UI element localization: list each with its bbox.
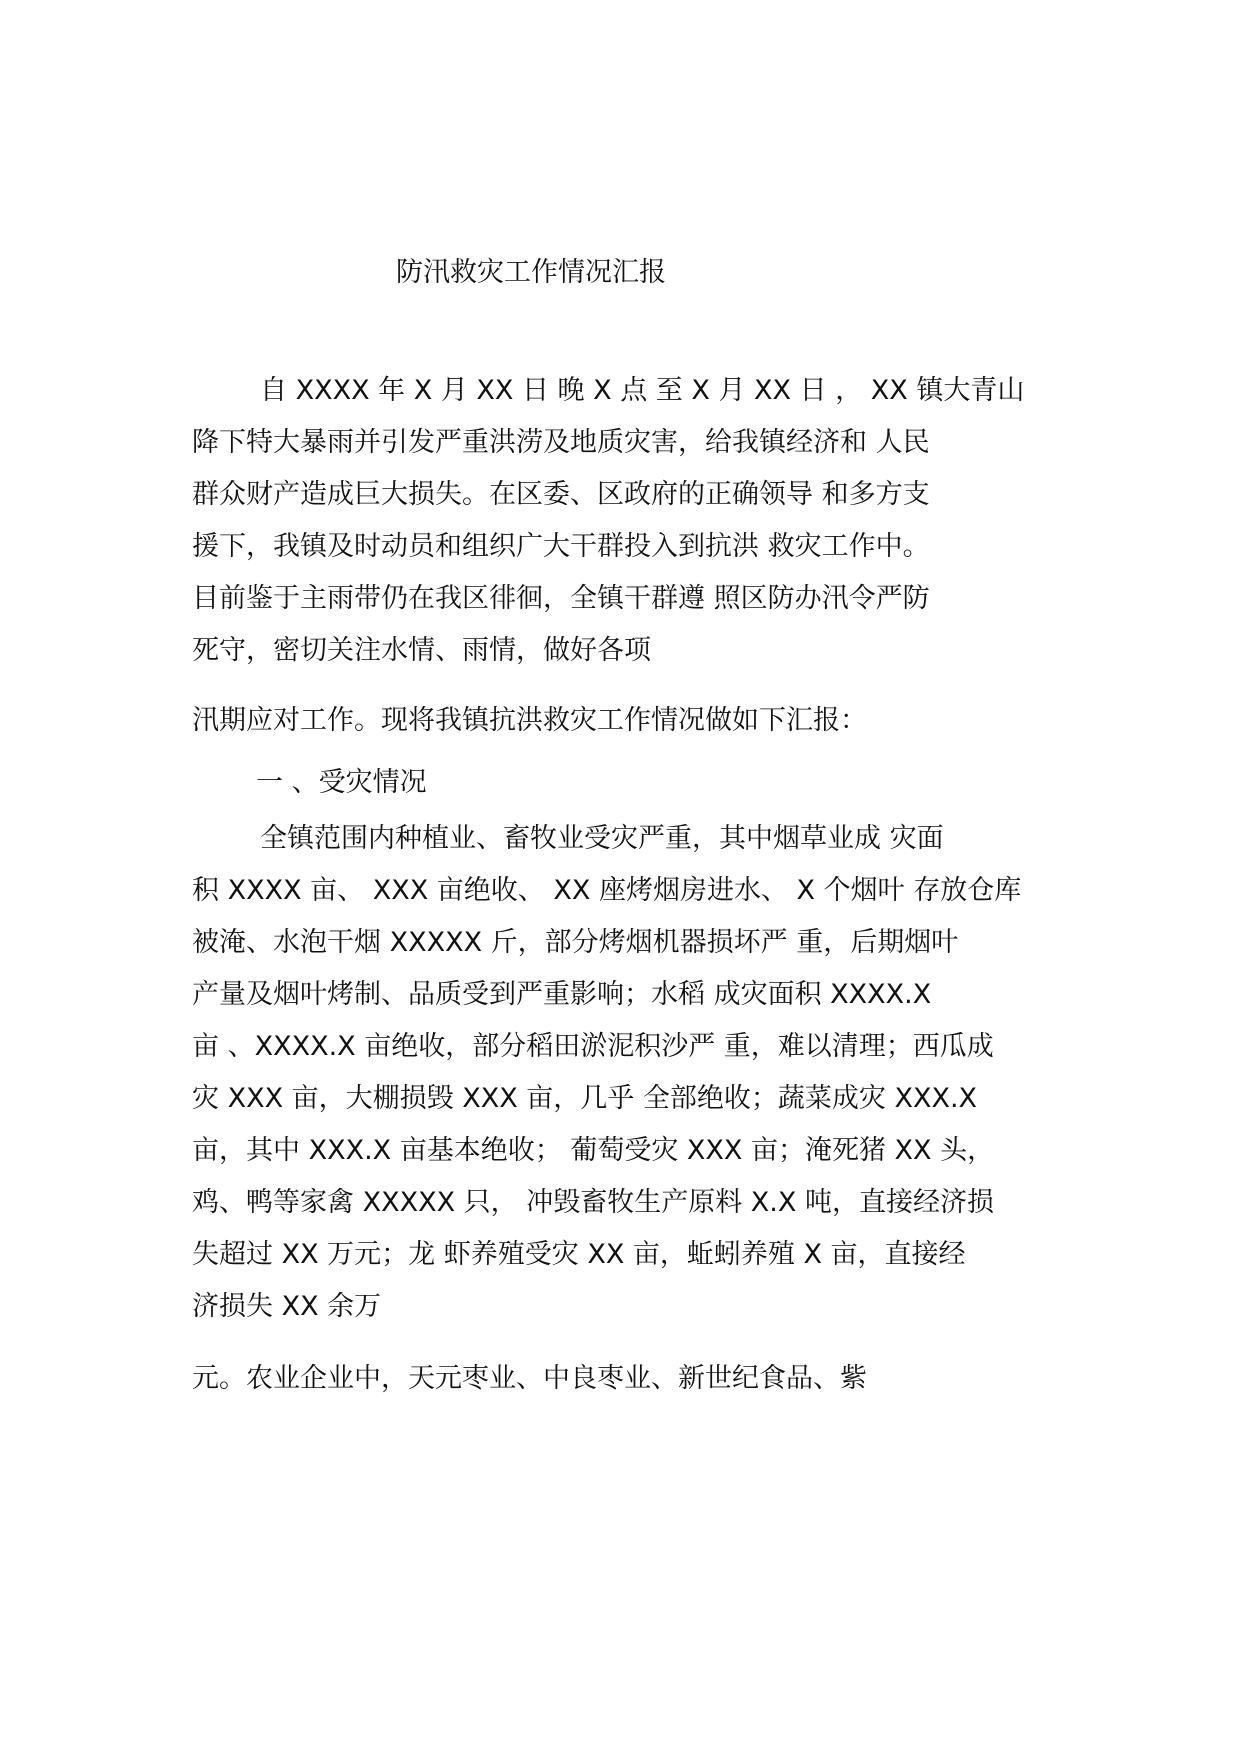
paragraph-1-line-4: 援下，我镇及时动员和组织广大干群投入到抗洪 救灾工作中。 [192, 531, 930, 562]
paragraph-4-line-1: 元。农业企业中，天元枣业、中良枣业、新世纪食品、紫 [192, 1363, 867, 1394]
paragraph-1-line-5: 目前鉴于主雨带仍在我区徘徊，全镇干群遵 照区防办汛令严防 [192, 583, 930, 614]
paragraph-1-line-1: 自 XXXX 年 X 月 XX 日 晚 X 点 至 X 月 XX 日 ， XX 镇大青山 [260, 375, 1025, 406]
paragraph-3-line-9: 失超过 XX 万元；龙 虾养殖受灾 XX 亩，蚯蚓养殖 X 亩，直接经 [192, 1239, 966, 1270]
paragraph-1-line-6: 死守，密切关注水情、雨情，做好各项 [192, 635, 651, 666]
paragraph-3-line-5: 亩 、XXXX.X 亩绝收，部分稻田淤泥积沙严 重，难以清理；西瓜成 [192, 1031, 994, 1062]
paragraph-3-line-10: 济损失 XX 余万 [192, 1291, 382, 1322]
paragraph-1-line-3: 群众财产造成巨大损失。在区委、区政府的正确领导 和多方支 [192, 479, 930, 510]
paragraph-3-line-6: 灾 XXX 亩，大棚损毁 XXX 亩，几乎 全部绝收；蔬菜成灾 XXX.X [192, 1083, 978, 1114]
paragraph-3-line-2: 积 XXXX 亩、 XXX 亩绝收、 XX 座烤烟房进水、 X 个烟叶 存放仓库 [192, 875, 1022, 906]
paragraph-3-line-1: 全镇范围内种植业、畜牧业受灾严重，其中烟草业成 灾面 [260, 823, 944, 854]
section-heading: 一 、受灾情况 [256, 767, 427, 798]
paragraph-3-line-8: 鸡、鸭等家禽 XXXXX 只， 冲毁畜牧生产原料 X.X 吨，直接经济损 [192, 1187, 994, 1218]
paragraph-3-line-7: 亩，其中 XXX.X 亩基本绝收； 葡萄受灾 XXX 亩；淹死猪 XX 头， [192, 1135, 995, 1166]
paragraph-1-line-2: 降下特大暴雨并引发严重洪涝及地质灾害，给我镇经济和 人民 [192, 427, 930, 458]
paragraph-3-line-4: 产量及烟叶烤制、品质受到严重影响；水稻 成灾面积 XXXX.X [192, 979, 932, 1010]
paragraph-3-line-3: 被淹、水泡干烟 XXXXX 斤，部分烤烟机器损坏严 重，后期烟叶 [192, 927, 959, 958]
paragraph-2-line-1: 汛期应对工作。现将我镇抗洪救灾工作情况做如下汇报： [192, 705, 867, 736]
document-title: 防汛救灾工作情况汇报 [396, 257, 666, 288]
